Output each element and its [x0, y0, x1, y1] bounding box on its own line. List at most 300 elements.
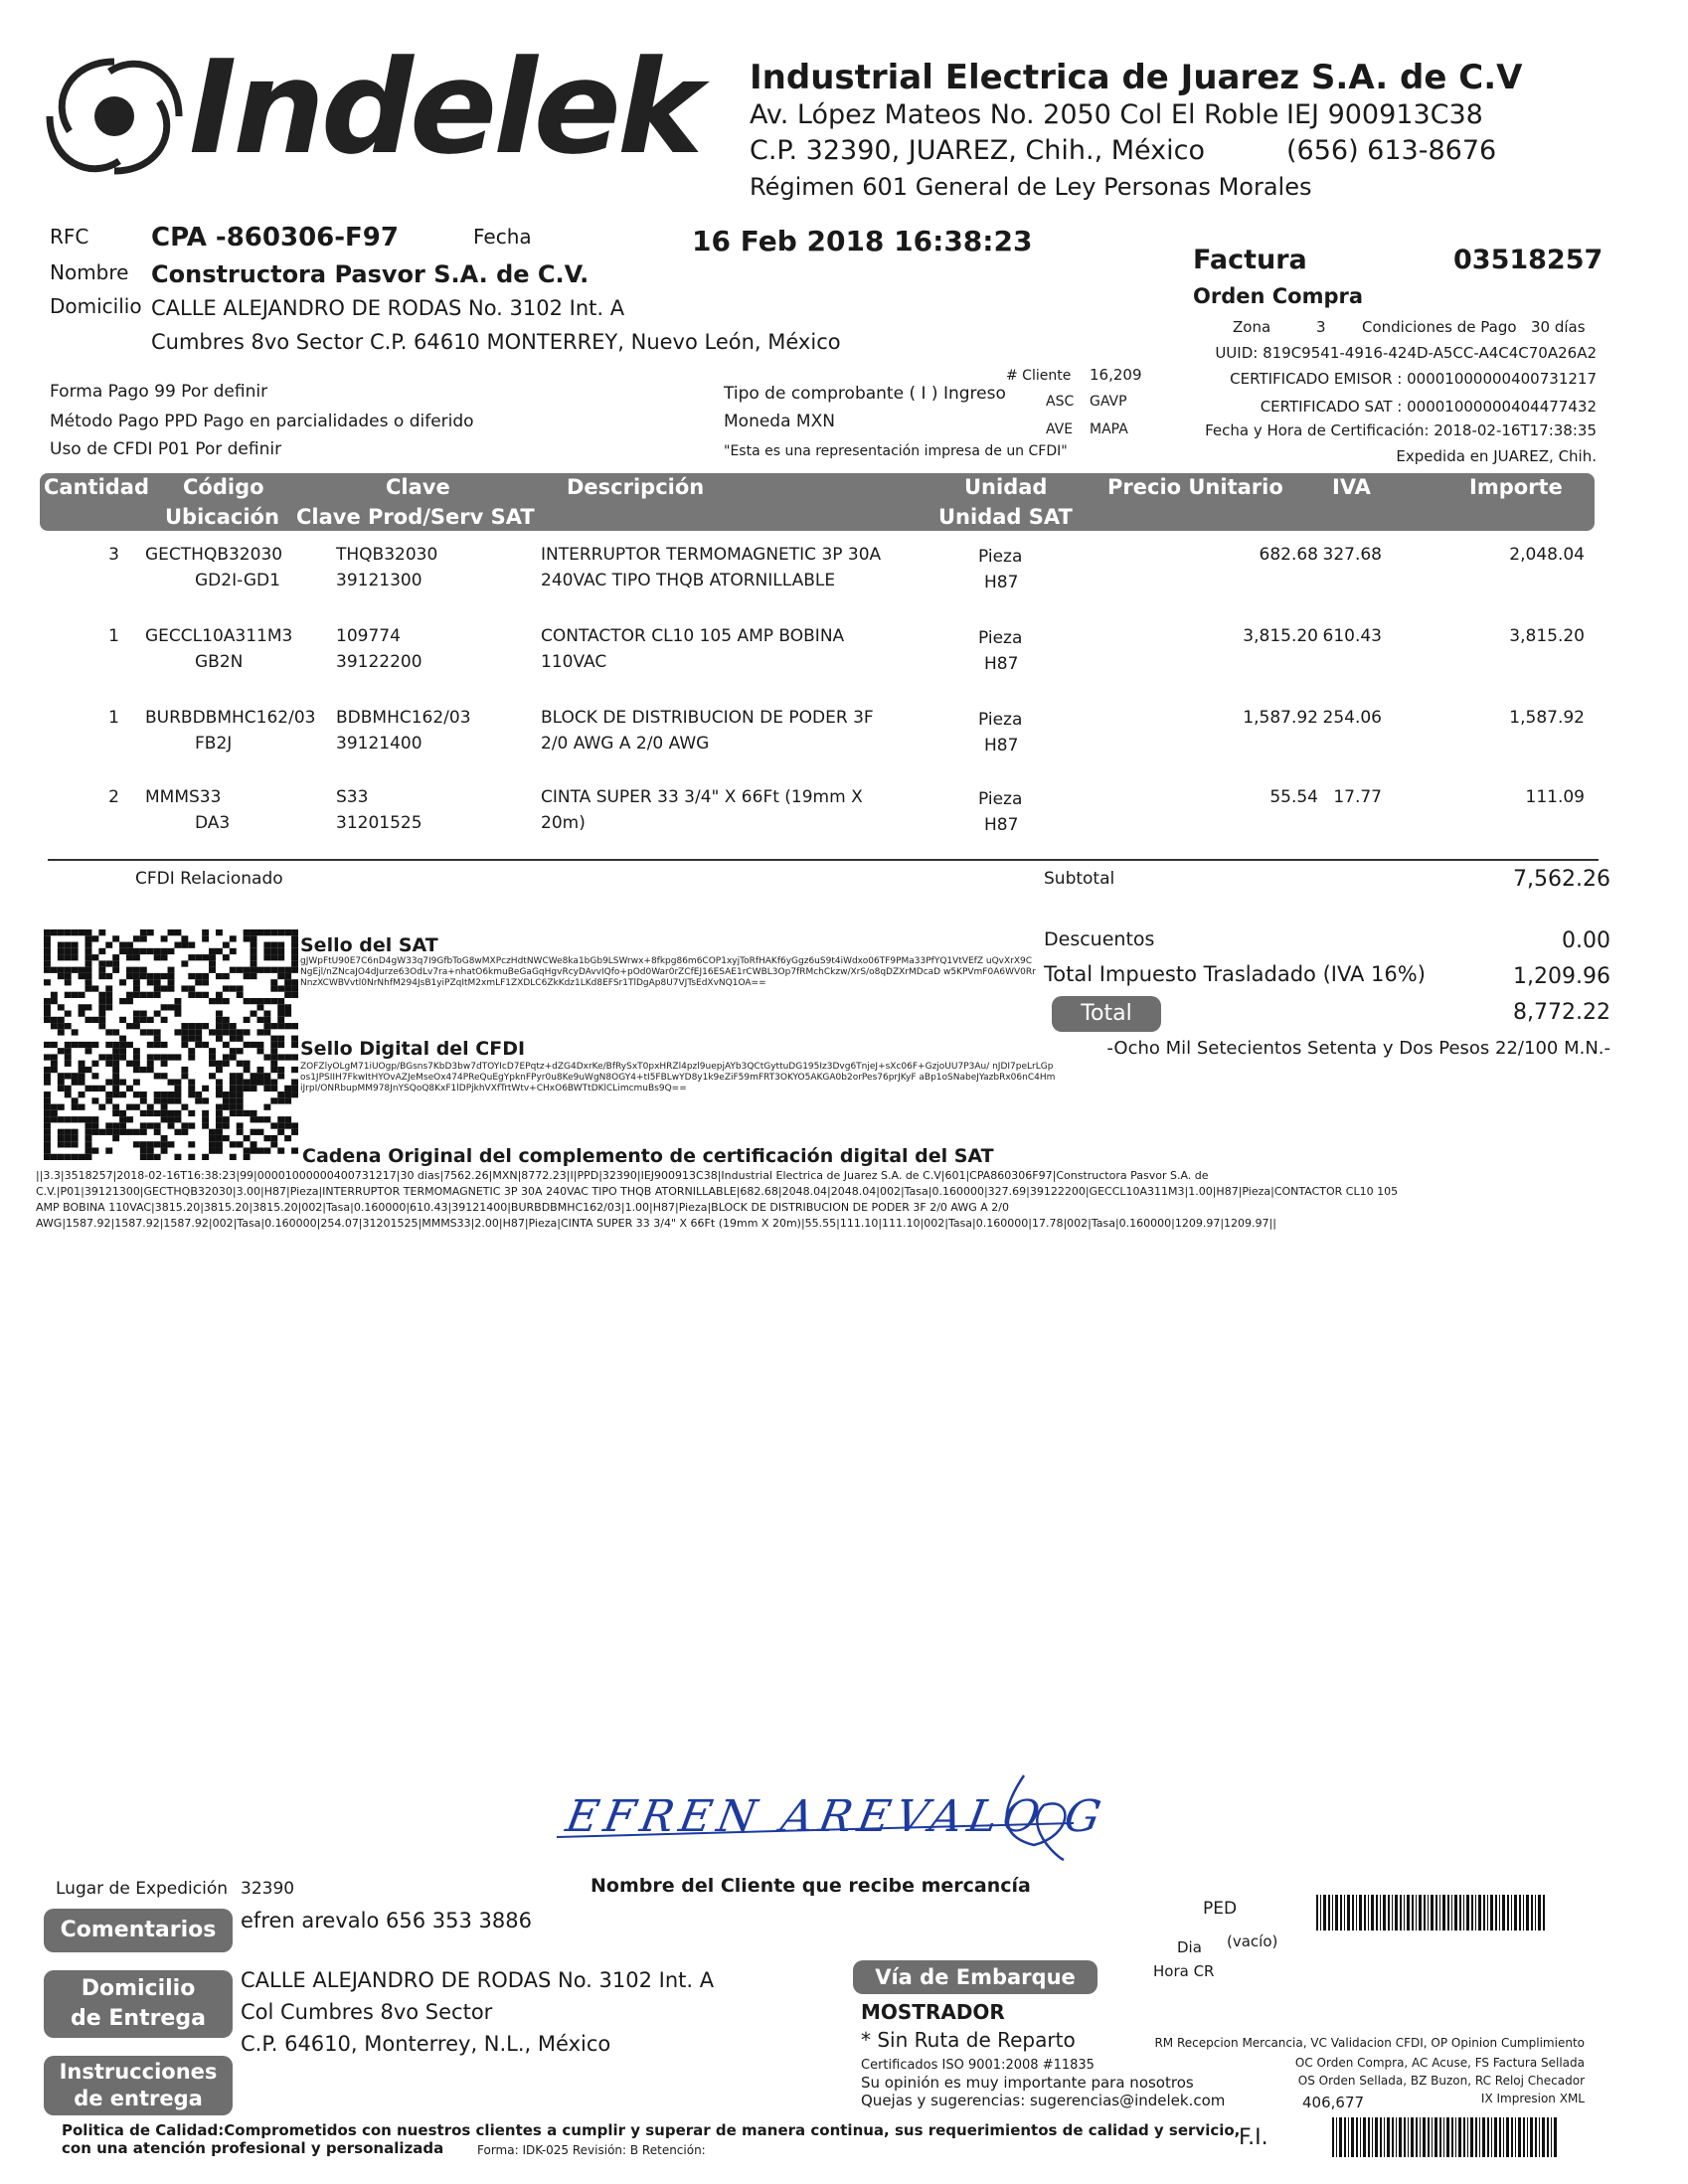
qr-module — [133, 1079, 140, 1085]
qr-module — [251, 973, 257, 979]
qr-module — [168, 948, 175, 954]
qr-module — [209, 1129, 216, 1135]
qr-module — [147, 1067, 154, 1073]
qr-module — [105, 1042, 112, 1048]
qr-module — [44, 998, 51, 1004]
iso-text: Certificados ISO 9001:2008 #11835 — [861, 2058, 1095, 2073]
qr-module — [270, 967, 277, 973]
clave: BDBMHC162/03 — [336, 708, 471, 728]
qr-module — [112, 1073, 119, 1079]
qr-module — [256, 1116, 263, 1122]
qr-module — [195, 1092, 202, 1097]
qr-module — [244, 1067, 251, 1073]
qr-module — [263, 1104, 270, 1110]
qr-module — [230, 1104, 237, 1110]
qr-module — [51, 1067, 58, 1073]
qr-module — [126, 1129, 133, 1135]
qr-module — [188, 1048, 195, 1054]
qr-module — [91, 1017, 98, 1023]
qr-module — [147, 1141, 154, 1147]
qr-module — [256, 929, 263, 935]
qr-module — [85, 954, 92, 960]
qr-module — [147, 1017, 154, 1023]
qr-module — [230, 1054, 237, 1060]
qr-module — [277, 1054, 284, 1060]
qr-module — [174, 1092, 181, 1097]
qr-module — [44, 948, 51, 954]
qr-module — [209, 967, 216, 973]
qr-module — [105, 1122, 112, 1128]
qr-module — [174, 1097, 181, 1103]
clave-sat: 39122200 — [336, 652, 422, 672]
qr-module — [270, 998, 277, 1004]
rfc-value: CPA -860306-F97 — [151, 223, 399, 252]
ruta-value: * Sin Ruta de Reparto — [861, 2028, 1076, 2052]
qr-module — [216, 1141, 223, 1147]
qr-module — [119, 1092, 126, 1097]
qr-module — [270, 985, 277, 991]
qr-module — [263, 1116, 270, 1122]
qr-module — [133, 1141, 140, 1147]
qr-module — [72, 954, 79, 960]
qr-module — [284, 973, 291, 979]
qr-module — [251, 1086, 257, 1092]
qr-module — [140, 948, 147, 954]
domicilio-label: Domicilio — [50, 294, 142, 318]
qr-module — [112, 1067, 119, 1073]
qr-module — [230, 1141, 237, 1147]
qr-module — [98, 929, 105, 935]
qr-module — [256, 1079, 263, 1085]
qr-module — [263, 1054, 270, 1060]
qr-module — [65, 1048, 72, 1054]
qr-module — [133, 954, 140, 960]
qr-module — [263, 1073, 270, 1079]
qr-module — [174, 1086, 181, 1092]
qr-module — [79, 929, 85, 935]
qr-module — [277, 1097, 284, 1103]
qr-module — [161, 1061, 168, 1067]
qr-module — [161, 1135, 168, 1141]
uuid: UUID: 819C9541-4916-424D-A5CC-A4C4C70A26A2 — [1215, 344, 1597, 362]
qr-module — [195, 1023, 202, 1029]
qr-module — [244, 973, 251, 979]
codigo: GECTHQB32030 — [145, 545, 283, 565]
qr-module — [223, 1061, 230, 1067]
qr-module — [181, 1029, 188, 1035]
qr-module — [133, 1048, 140, 1054]
qr-module — [44, 1147, 51, 1153]
qr-module — [244, 1110, 251, 1116]
qr-module — [251, 960, 257, 966]
qr-module — [79, 1004, 85, 1010]
qr-module — [251, 1079, 257, 1085]
qr-module — [133, 992, 140, 998]
qr-module — [44, 942, 51, 948]
quejas-text: Quejas y sugerencias: sugerencias@indelek.com — [861, 2092, 1226, 2109]
company-phone: (656) 613-8676 — [1286, 135, 1497, 166]
qr-module — [72, 1104, 79, 1110]
qr-module — [251, 998, 257, 1004]
qr-module — [188, 942, 195, 948]
qr-module — [98, 973, 105, 979]
qr-module — [140, 1110, 147, 1116]
qr-module — [119, 948, 126, 954]
zona-label: Zona — [1233, 318, 1271, 336]
qr-module — [244, 998, 251, 1004]
qr-module — [147, 948, 154, 954]
qr-module — [168, 979, 175, 985]
qr-module — [216, 1079, 223, 1085]
qr-module — [105, 1029, 112, 1035]
forma-text: Forma: IDK-025 Revisión: B Retención: — [477, 2143, 706, 2157]
qr-module — [237, 1079, 244, 1085]
qr-module — [112, 954, 119, 960]
qr-module — [223, 1104, 230, 1110]
qr-module — [277, 1092, 284, 1097]
qr-module — [284, 929, 291, 935]
qr-module — [284, 1122, 291, 1128]
items-table-header — [40, 473, 1595, 531]
qr-module — [154, 1097, 161, 1103]
qr-module — [223, 985, 230, 991]
cfdi-relacionado: CFDI Relacionado — [135, 869, 283, 889]
qr-module — [126, 954, 133, 960]
qr-module — [133, 1067, 140, 1073]
qr-module — [58, 973, 65, 979]
qr-module — [244, 1147, 251, 1153]
qr-module — [44, 1079, 51, 1085]
qr-module — [65, 1023, 72, 1029]
qr-module — [284, 967, 291, 973]
qr-module — [216, 1086, 223, 1092]
qr-module — [263, 1029, 270, 1035]
qr-module — [256, 1067, 263, 1073]
qr-module — [230, 1048, 237, 1054]
qr-module — [72, 1029, 79, 1035]
qr-module — [237, 1029, 244, 1035]
qr-module — [133, 1129, 140, 1135]
cliente-value: 16,209 — [1090, 366, 1142, 384]
qr-module — [291, 967, 298, 973]
qr-module — [140, 1122, 147, 1128]
qr-module — [91, 985, 98, 991]
qr-module — [126, 967, 133, 973]
qr-module — [230, 1029, 237, 1035]
qr-module — [105, 1129, 112, 1135]
company-rfc: IEJ 900913C38 — [1286, 99, 1483, 130]
qr-module — [284, 1011, 291, 1017]
qr-module — [277, 1004, 284, 1010]
qr-module — [237, 1104, 244, 1110]
qr-module — [126, 1023, 133, 1029]
qr-module — [181, 1067, 188, 1073]
qr-module — [216, 998, 223, 1004]
qr-module — [133, 967, 140, 973]
qr-module — [126, 1061, 133, 1067]
qr-module — [58, 1154, 65, 1160]
qr-module — [154, 1141, 161, 1147]
qr-module — [51, 1061, 58, 1067]
qr-module — [85, 960, 92, 966]
descripcion-1: INTERRUPTOR TERMOMAGNETIC 3P 30A — [541, 545, 882, 565]
qr-module — [291, 979, 298, 985]
qr-module — [188, 1054, 195, 1060]
total-value: 8,772.22 — [1513, 1000, 1610, 1025]
qr-module — [202, 1122, 209, 1128]
unidad-sat: H87 — [984, 815, 1019, 835]
qr-module — [188, 1092, 195, 1097]
qr-module — [44, 935, 51, 941]
qr-module — [65, 1154, 72, 1160]
qr-module — [119, 1054, 126, 1060]
qr-module — [277, 998, 284, 1004]
nombre-label: Nombre — [50, 260, 129, 284]
qr-module — [174, 998, 181, 1004]
qr-module — [174, 1029, 181, 1035]
qr-module — [44, 1110, 51, 1116]
precio: 1,587.92 — [1243, 708, 1318, 728]
qr-module — [291, 954, 298, 960]
qr-module — [58, 929, 65, 935]
subtotal-label: Subtotal — [1044, 869, 1115, 889]
qr-module — [251, 1011, 257, 1017]
qr-module — [161, 1097, 168, 1103]
qr-module — [270, 1079, 277, 1085]
cliente-label: # Cliente — [1006, 368, 1072, 384]
qr-module — [91, 1129, 98, 1135]
qr-module — [119, 942, 126, 948]
qr-module — [270, 948, 277, 954]
qr-module — [223, 1017, 230, 1023]
qr-module — [223, 1122, 230, 1128]
qr-module — [181, 1036, 188, 1042]
qr-module — [277, 1036, 284, 1042]
qr-module — [291, 1079, 298, 1085]
qr-module — [126, 1086, 133, 1092]
qr-module — [216, 1092, 223, 1097]
qr-module — [51, 1154, 58, 1160]
sello-sat-label: Sello del SAT — [300, 934, 438, 956]
qr-module — [147, 992, 154, 998]
qr-module — [202, 1154, 209, 1160]
qr-module — [140, 1017, 147, 1023]
qr-module — [263, 1023, 270, 1029]
qr-module — [202, 929, 209, 935]
qr-module — [154, 1042, 161, 1048]
condiciones-value: 30 días — [1531, 318, 1586, 336]
qr-module — [291, 1086, 298, 1092]
qr-module — [251, 942, 257, 948]
qr-module — [51, 1042, 58, 1048]
expedida: Expedida en JUAREZ, Chih. — [1396, 447, 1597, 465]
qr-module — [181, 1023, 188, 1029]
cantidad: 2 — [108, 787, 119, 807]
qr-module — [133, 948, 140, 954]
qr-module — [188, 1086, 195, 1092]
qr-module — [79, 1061, 85, 1067]
qr-module — [270, 979, 277, 985]
legend-line2: OC Orden Compra, AC Acuse, FS Factura Sellada — [1294, 2056, 1585, 2070]
qr-module — [98, 1011, 105, 1017]
th-clave-sat: Clave Prod/Serv SAT — [296, 505, 535, 529]
qr-module — [195, 992, 202, 998]
precio: 3,815.20 — [1243, 626, 1318, 646]
qr-module — [79, 1116, 85, 1122]
qr-module — [126, 998, 133, 1004]
qr-module — [91, 954, 98, 960]
qr-module — [181, 942, 188, 948]
qr-module — [270, 954, 277, 960]
qr-module — [277, 1122, 284, 1128]
qr-module — [284, 1097, 291, 1103]
cert-sat: CERTIFICADO SAT : 00001000000404477432 — [1260, 398, 1597, 416]
qr-module — [133, 985, 140, 991]
qr-module — [188, 1154, 195, 1160]
qr-module — [216, 1011, 223, 1017]
qr-module — [112, 1042, 119, 1048]
qr-module — [202, 954, 209, 960]
qr-module — [133, 1011, 140, 1017]
qr-module — [154, 1029, 161, 1035]
qr-module — [58, 1073, 65, 1079]
fi-text: F.I. — [1239, 2125, 1268, 2150]
qr-module — [140, 1067, 147, 1073]
qr-module — [168, 1004, 175, 1010]
qr-module — [216, 1110, 223, 1116]
qr-module — [168, 1141, 175, 1147]
qr-module — [65, 1141, 72, 1147]
qr-module — [105, 973, 112, 979]
qr-module — [58, 1116, 65, 1122]
qr-module — [291, 1129, 298, 1135]
cantidad: 1 — [108, 626, 119, 646]
qr-module — [44, 1073, 51, 1079]
qr-module — [133, 1092, 140, 1097]
fecha-label: Fecha — [473, 225, 532, 249]
qr-module — [65, 1086, 72, 1092]
impuesto-label: Total Impuesto Trasladado (IVA 16%) — [1044, 962, 1426, 986]
qr-module — [223, 1054, 230, 1060]
qr-module — [98, 1017, 105, 1023]
qr-module — [223, 1092, 230, 1097]
qr-module — [119, 1048, 126, 1054]
qr-module — [277, 1129, 284, 1135]
qr-module — [91, 1073, 98, 1079]
qr-module — [174, 1129, 181, 1135]
qr-module — [223, 1135, 230, 1141]
clave-sat: 39121400 — [336, 734, 422, 754]
qr-module — [161, 1073, 168, 1079]
qr-module — [140, 1129, 147, 1135]
qr-module — [270, 1135, 277, 1141]
qr-module — [168, 985, 175, 991]
th-cantidad: Cantidad — [44, 475, 150, 499]
signature — [557, 1765, 1110, 1865]
instrucciones-label-1: Instrucciones — [59, 2060, 218, 2084]
qr-module — [126, 1116, 133, 1122]
signature-text: EFREN AREVALO G — [562, 1791, 1110, 1842]
qr-module — [161, 1116, 168, 1122]
uso-cfdi: Uso de CFDI P01 Por definir — [50, 439, 282, 459]
qr-module — [147, 929, 154, 935]
company-address1: Av. López Mateos No. 2050 Col El Roble — [750, 99, 1279, 130]
qr-module — [256, 1073, 263, 1079]
qr-module — [161, 1004, 168, 1010]
qr-module — [65, 1092, 72, 1097]
qr-module — [195, 979, 202, 985]
qr-module — [98, 1086, 105, 1092]
qr-module — [174, 1116, 181, 1122]
qr-module — [270, 1054, 277, 1060]
qr-module — [72, 1129, 79, 1135]
qr-module — [277, 1023, 284, 1029]
qr-module — [58, 948, 65, 954]
qr-module — [105, 1147, 112, 1153]
qr-module — [270, 1097, 277, 1103]
qr-module — [168, 1097, 175, 1103]
qr-module — [223, 973, 230, 979]
qr-module — [223, 954, 230, 960]
qr-module — [174, 1110, 181, 1116]
qr-module — [98, 967, 105, 973]
qr-module — [58, 1104, 65, 1110]
domicilio-line1: CALLE ALEJANDRO DE RODAS No. 3102 Int. A — [151, 296, 625, 320]
qr-module — [85, 967, 92, 973]
qr-module — [105, 992, 112, 998]
qr-module — [147, 1154, 154, 1160]
qr-module — [133, 979, 140, 985]
qr-module — [216, 1036, 223, 1042]
via-embarque-label: Vía de Embarque — [853, 1960, 1097, 1994]
total-letra: -Ocho Mil Setecientos Setenta y Dos Pesos 22/100 M.N.- — [1106, 1038, 1610, 1059]
qr-module — [209, 1048, 216, 1054]
qr-module — [133, 935, 140, 941]
qr-module — [209, 1073, 216, 1079]
qr-module — [79, 1079, 85, 1085]
qr-module — [256, 1004, 263, 1010]
hora-label: Hora CR — [1153, 1962, 1215, 1980]
qr-module — [223, 1042, 230, 1048]
comentarios-value: efren arevalo 656 353 3886 — [241, 1909, 532, 1932]
qr-module — [230, 1086, 237, 1092]
qr-module — [44, 1104, 51, 1110]
qr-module — [216, 1029, 223, 1035]
qr-module — [44, 1097, 51, 1103]
qr-module — [263, 929, 270, 935]
qr-module — [195, 1042, 202, 1048]
qr-module — [147, 1147, 154, 1153]
qr-module — [230, 967, 237, 973]
domicilio-line2: Cumbres 8vo Sector C.P. 64610 MONTERREY, Nuevo León, México — [151, 330, 841, 354]
qr-module — [154, 1154, 161, 1160]
qr-module — [263, 998, 270, 1004]
qr-module — [244, 935, 251, 941]
qr-module — [168, 1110, 175, 1116]
cadena-line1: ||3.3|3518257|2018-02-16T16:38:23|99|00001000000400731217|30 dias|7562.26|MXN|8772.23|I|PPD|32390|IEJ900913C38|Industrial Electrica de Juarez S.A. de C.V|601|CPA860306F97|Constructora Pasvor S.A. de — [36, 1169, 1209, 1182]
qr-module — [168, 967, 175, 973]
qr-module — [161, 973, 168, 979]
qr-module — [263, 954, 270, 960]
qr-module — [105, 985, 112, 991]
domicilio-entrega-label — [44, 1970, 233, 2038]
qr-module — [263, 1079, 270, 1085]
th-codigo: Código — [183, 475, 264, 499]
qr-module — [154, 1122, 161, 1128]
qr-module — [65, 1042, 72, 1048]
qr-module — [72, 942, 79, 948]
qr-module — [154, 1054, 161, 1060]
